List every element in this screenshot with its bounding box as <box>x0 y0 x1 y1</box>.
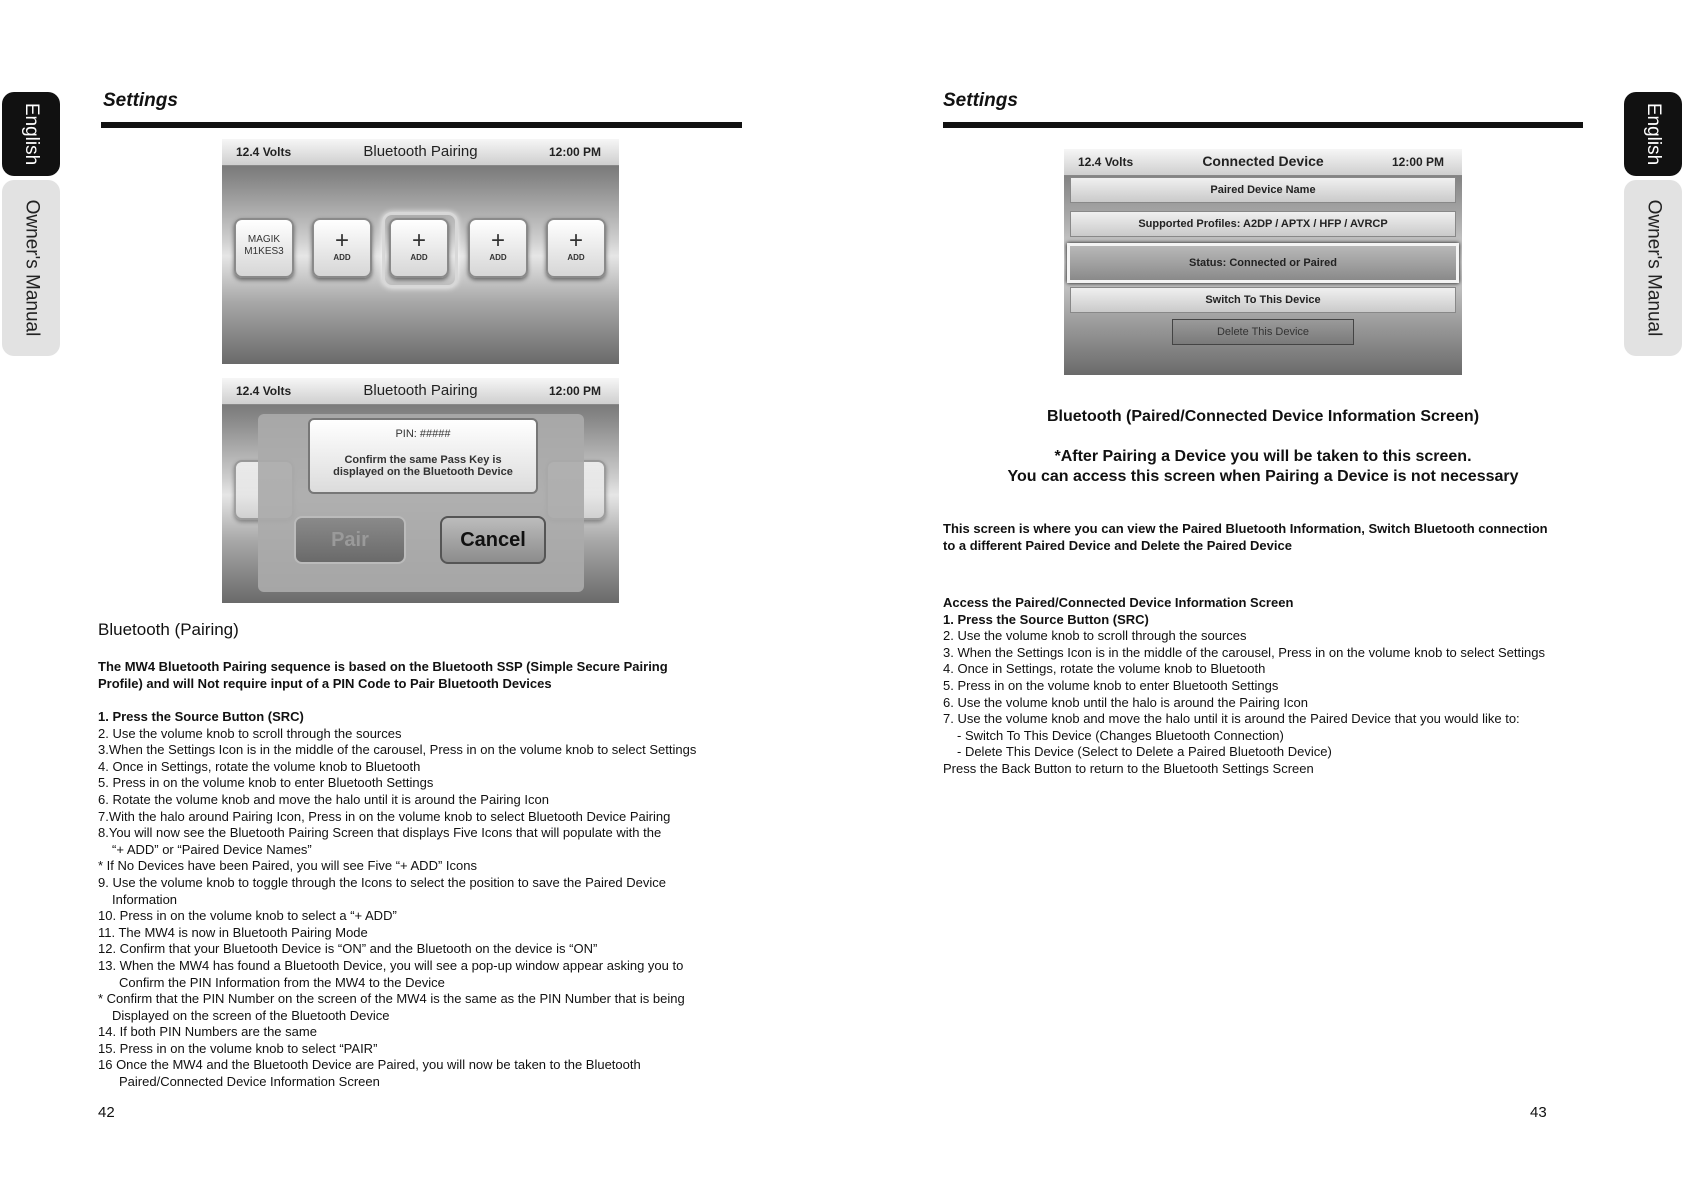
intro-line: The MW4 Bluetooth Pairing sequence is based on the Bluetooth SSP (Simple Secure Pairing <box>98 659 668 674</box>
note-line1: *After Pairing a Device you will be taken to this screen. <box>1054 448 1472 465</box>
plus-icon: + <box>411 227 426 254</box>
pair-button[interactable]: Pair <box>294 516 406 564</box>
tab-label: English <box>21 102 43 166</box>
header-rule-left <box>101 122 742 128</box>
pairing-steps <box>98 709 696 1091</box>
pin-popup <box>308 418 538 494</box>
add-label: ADD <box>567 253 585 262</box>
pairing-intro <box>98 659 668 692</box>
step-line: 13. When the MW4 has found a Bluetooth Device, you will see a pop-up window appear asking you to <box>98 957 684 973</box>
step-line: Confirm the PIN Information from the MW4 to the Device <box>119 974 445 990</box>
clock: 12:00 PM <box>1391 155 1444 169</box>
cancel-button[interactable]: Cancel <box>440 516 546 564</box>
step-line: Information <box>112 891 178 907</box>
confirm-line2: displayed on the Bluetooth Device <box>333 466 513 478</box>
step-line: 2. Use the volume knob to scroll through the sources <box>943 628 1247 644</box>
intro-line: Profile) and will Not require input of a PIN Code to Pair Bluetooth Devices <box>98 675 552 691</box>
tab-owners-manual-left <box>2 180 60 356</box>
tab-label: English <box>1643 102 1665 166</box>
step-line: 7.With the halo around Pairing Icon, Press in on the volume knob to select Bluetooth Device Pairing <box>98 808 671 824</box>
step-line: 9. Use the volume knob to toggle through the Icons to select the position to save the Paired Device <box>98 874 667 890</box>
step-line: 10. Press in on the volume knob to select a “+ ADD” <box>98 908 397 924</box>
tab-label: Owner's Manual <box>21 199 42 337</box>
step-line: 5. Press in on the volume knob to enter Bluetooth Settings <box>98 775 434 791</box>
screen-title: Connected Device <box>1202 153 1324 169</box>
access-steps <box>943 595 1545 778</box>
add-device-icon[interactable] <box>468 218 528 278</box>
delete-device-button[interactable]: Delete This Device <box>1172 319 1354 345</box>
device-name-line2: M1KES3 <box>244 246 284 257</box>
step-line: 3.When the Settings Icon is in the middle of the carousel, Press in on the volume knob to select Settings <box>98 742 697 758</box>
caption-title: Bluetooth (Paired/Connected Device Information Screen) <box>1046 408 1480 425</box>
step-line: 7. Use the volume knob and move the halo until it is around the Paired Device that you would like to: <box>943 711 1520 727</box>
status-bar <box>222 139 619 166</box>
add-device-icon[interactable] <box>312 218 372 278</box>
step-line: 3. When the Settings Icon is in the middle of the carousel, Press in on the volume knob to select Settings <box>943 644 1545 660</box>
step-line: Press the Back Button to return to the Bluetooth Settings Screen <box>943 760 1314 776</box>
step-line: 14. If both PIN Numbers are the same <box>98 1024 317 1040</box>
plus-icon: + <box>334 227 349 254</box>
step-line: 8.You will now see the Bluetooth Pairing Screen that displays Five Icons that will populate with the <box>98 825 662 841</box>
add-device-icon[interactable] <box>546 218 606 278</box>
desc-line: to a different Paired Device and Delete the Paired Device <box>943 537 1292 553</box>
screen-title: Bluetooth Pairing <box>363 382 478 399</box>
volts-readout: 12.4 Volts <box>1078 155 1134 169</box>
step-line: * Confirm that the PIN Number on the screen of the MW4 is the same as the PIN Number that is being <box>98 991 685 1007</box>
screen-description <box>943 521 1548 554</box>
step-line: 2. Use the volume knob to scroll through the sources <box>98 725 402 741</box>
page-header-left: Settings <box>103 90 178 111</box>
add-label: ADD <box>333 253 351 262</box>
step-line: 4. Once in Settings, rotate the volume knob to Bluetooth <box>98 758 421 774</box>
step-line: * If No Devices have been Paired, you will see Five “+ ADD” Icons <box>98 858 477 874</box>
supported-profiles-row: Supported Profiles: A2DP / APTX / HFP / AVRCP <box>1070 211 1456 237</box>
plus-icon: + <box>490 227 505 254</box>
step-line: 11. The MW4 is now in Bluetooth Pairing Mode <box>98 924 368 940</box>
step-line: 12. Confirm that your Bluetooth Device is “ON” and the Bluetooth on the device is “ON” <box>98 941 598 957</box>
add-label: ADD <box>489 253 507 262</box>
step-line: - Switch To This Device (Changes Bluetooth Connection) <box>957 727 1284 743</box>
status-bar <box>222 378 619 405</box>
step-line: 5. Press in on the volume knob to enter Bluetooth Settings <box>943 677 1279 693</box>
section-title-pairing: Bluetooth (Pairing) <box>98 620 239 639</box>
add-device-icon[interactable] <box>389 218 449 278</box>
pin-text: PIN: ##### <box>395 428 451 440</box>
tab-owners-manual-right <box>1624 180 1682 356</box>
tab-label: Owner's Manual <box>1643 199 1664 337</box>
status-row: Status: Connected or Paired <box>1067 243 1459 283</box>
header-rule-right <box>943 122 1583 128</box>
step-line: 6. Rotate the volume knob and move the halo until it is around the Pairing Icon <box>98 791 549 807</box>
step-line: Paired/Connected Device Information Screen <box>119 1074 380 1090</box>
step-line: 1. Press the Source Button (SRC) <box>943 611 1149 627</box>
step-line: - Delete This Device (Select to Delete a Paired Bluetooth Device) <box>957 744 1332 760</box>
volts-readout: 12.4 Volts <box>236 145 292 159</box>
page-number-left: 42 <box>98 1104 115 1121</box>
volts-readout: 12.4 Volts <box>236 384 292 398</box>
plus-icon: + <box>568 227 583 254</box>
bluetooth-pairing-screen <box>222 139 619 364</box>
add-label: ADD <box>410 253 428 262</box>
bluetooth-pairing-pin-screen <box>222 378 619 603</box>
device-name-line1: MAGIK <box>247 234 281 245</box>
paired-device-name-row: Paired Device Name <box>1070 177 1456 203</box>
step-line: 15. Press in on the volume knob to select “PAIR” <box>98 1040 378 1056</box>
screen-title: Bluetooth Pairing <box>363 143 478 160</box>
tab-english-right <box>1624 92 1682 176</box>
paired-device-icon[interactable] <box>234 218 294 278</box>
clock: 12:00 PM <box>548 384 601 398</box>
desc-line: This screen is where you can view the Paired Bluetooth Information, Switch Bluetooth connection <box>943 521 1548 536</box>
access-title: Access the Paired/Connected Device Information Screen <box>943 595 1294 610</box>
connected-device-screen <box>1064 149 1462 375</box>
step-line: 16 Once the MW4 and the Bluetooth Device are Paired, you will now be taken to the Bluetooth <box>98 1057 641 1073</box>
clock: 12:00 PM <box>548 145 601 159</box>
step-line: “+ ADD” or “Paired Device Names” <box>112 841 312 857</box>
page-header-right: Settings <box>943 90 1018 111</box>
step-line: Displayed on the screen of the Bluetooth Device <box>112 1007 390 1023</box>
switch-to-device-button[interactable]: Switch To This Device <box>1070 287 1456 313</box>
step-line: 1. Press the Source Button (SRC) <box>98 709 304 724</box>
step-line: 6. Use the volume knob until the halo is around the Pairing Icon <box>943 694 1308 710</box>
step-line: 4. Once in Settings, rotate the volume knob to Bluetooth <box>943 661 1266 677</box>
confirm-line1: Confirm the same Pass Key is <box>344 454 502 466</box>
status-bar <box>1064 149 1462 176</box>
tab-english-left <box>2 92 60 176</box>
note-line2: You can access this screen when Pairing a Device is not necessary <box>1007 468 1519 485</box>
page-number-right: 43 <box>1530 1104 1547 1121</box>
